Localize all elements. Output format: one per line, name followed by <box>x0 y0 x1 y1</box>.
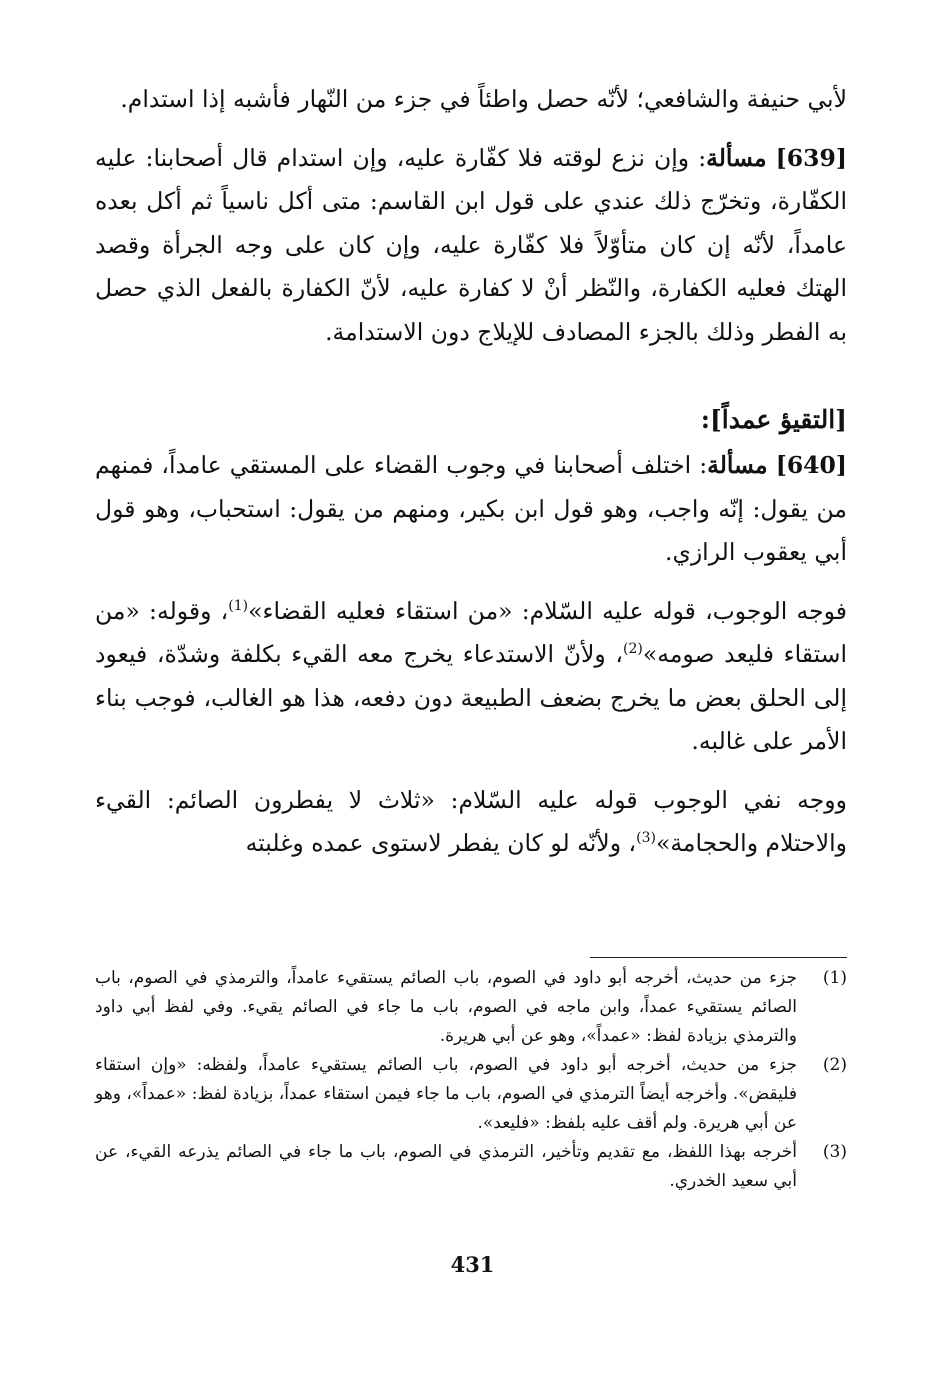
paragraph-issue-639 <box>95 137 847 355</box>
text-segment: ، ولأنّ الاستدعاء يخرج معه القيء بكلفة وشدّة، فيعود إلى الحلق بعض ما يخرج بضعف الطبيعة دون دفعه، هذا هو الغالب، فوجب بناء الأمر على غالبه. <box>95 640 847 755</box>
page-number: 431 <box>450 1252 495 1277</box>
issue-separator: : <box>689 143 707 172</box>
paragraph-obligation-argument <box>95 590 847 764</box>
issue-number: [639] <box>775 143 847 172</box>
footnote-number: (2) <box>822 1055 847 1075</box>
footnote-number: (1) <box>822 968 847 988</box>
footnote-1 <box>95 964 847 1051</box>
footnote-divider <box>590 957 847 958</box>
footnote-text: جزء من حديث، أخرجه أبو داود في الصوم، باب الصائم يستقيء عامداً، والترمذي في الصوم، باب الصائم يستقيء عمداً، وابن ماجه في الصوم، باب ما جاء في الصائم يقيء. وفي لفظ أبي داود والترمذي بزيادة لفظ: «عمداً»، وهو عن أبي هريرة. <box>95 968 797 1046</box>
issue-separator: : <box>691 451 708 479</box>
text-segment: ، ولأنّه لو كان يفطر لاستوى عمده وغلبته <box>245 829 637 857</box>
issue-label: مسألة <box>707 451 768 479</box>
issue-text: وإن نزع لوقته فلا كفّارة عليه، وإن استدام قال أصحابنا: عليه الكفّارة، وتخرّج ذلك عندي على قول ابن القاسم: متى أكل ناسياً ثم أكل بعده عامداً، لأنّه إن كان متأوّلاً فلا كفّارة عليه، وإن كان على وجه الجرأة وقصد الهتك فعليه الكفارة، والنّظر أنْ لا كفارة عليه، لأنّ الكفارة بالفعل الذي حصل به الفطر وذلك بالجزء المصادف للإيلاج دون الاستدامة. <box>95 143 847 346</box>
main-text <box>95 78 847 866</box>
issue-text: اختلف أصحابنا في وجوب القضاء على المستقي عامداً، فمنهم من يقول: إنّه واجب، وهو قول ابن بكير، ومنهم من يقول: استحباب، وهو قول أبي يعقوب الرازي. <box>95 451 847 566</box>
section-heading: [التقيؤ عمداً]: <box>700 405 847 434</box>
paragraph-non-obligation-argument <box>95 779 847 866</box>
issue-label: مسألة <box>706 143 767 172</box>
footnote-text: أخرجه بهذا اللفظ، مع تقديم وتأخير، الترمذي في الصوم، باب ما جاء في الصائم يذرعه القيء، عن أبي سعيد الخدري. <box>95 1142 797 1191</box>
footnote-number: (3) <box>822 1142 847 1162</box>
text-segment: ووجه نفي الوجوب قوله عليه السّلام: «ثلاث لا يفطرون الصائم: القيء والاحتلام والحجامة» <box>95 785 847 857</box>
footnote-marker-2[interactable]: (2) <box>622 641 643 658</box>
footnotes <box>95 964 847 1196</box>
footnote-marker-1[interactable]: (1) <box>228 597 249 614</box>
footnote-2 <box>95 1051 847 1138</box>
paragraph-continuation: لأبي حنيفة والشافعي؛ لأنّه حصل واطئاً في جزء من النّهار فأشبه إذا استدام. <box>120 85 847 113</box>
footnote-marker-3[interactable]: (3) <box>636 830 656 847</box>
paragraph-issue-640 <box>95 444 847 575</box>
text-segment: ، وقوله: «من استقاء فليعد صومه» <box>95 596 847 668</box>
footnote-3 <box>95 1138 847 1196</box>
issue-number: [640] <box>775 451 847 479</box>
text-segment: فوجه الوجوب، قوله عليه السّلام: «من استقاء فعليه القضاء» <box>248 596 847 625</box>
footnote-text: جزء من حديث، أخرجه أبو داود في الصوم، باب الصائم يستقيء عامداً، ولفظه: «وإن استقاء فليقض». وأخرجه أيضاً الترمذي في الصوم، باب ما جاء فيمن استقاء عمداً، بزيادة لفظ: «عمداً»، وهو عن أبي هريرة. ولم أقف عليه بلفظ: «فليعد». <box>95 1055 797 1133</box>
